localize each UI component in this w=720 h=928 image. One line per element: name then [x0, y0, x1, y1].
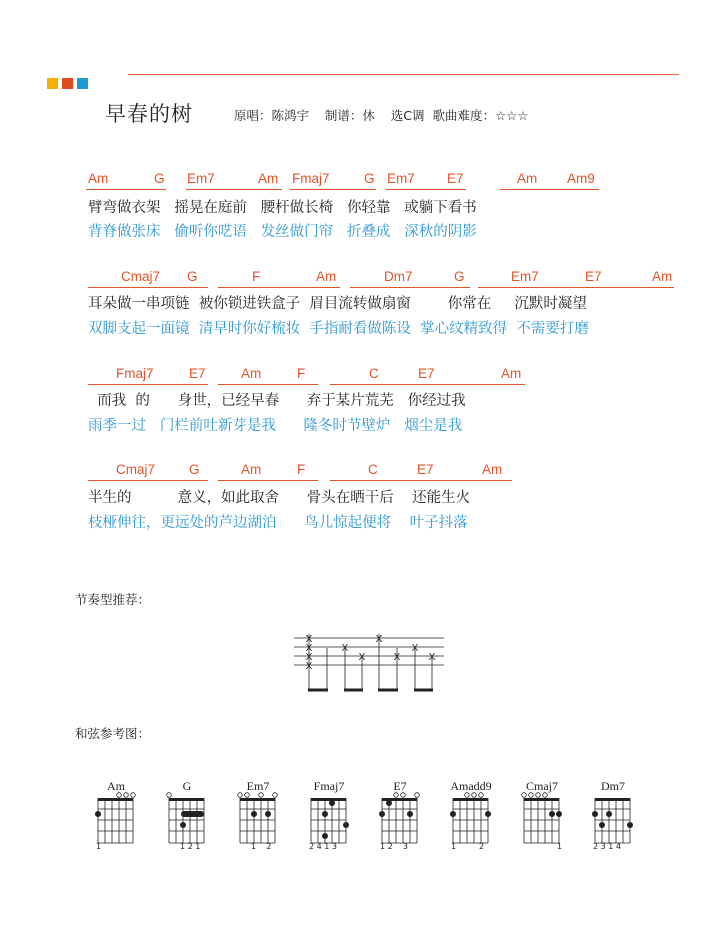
header-rule [128, 74, 679, 75]
chord-label: Em7 [511, 269, 539, 284]
chord-diagram-amadd9 [450, 793, 491, 843]
chord-label: Am [241, 462, 262, 477]
lyric-line: 臂弯做衣架 摇晃在庭前 腰杆做长椅 你轻靠 或躺下看书 [88, 200, 477, 216]
rhythm-label: 节奏型推荐： [75, 592, 151, 607]
chord-label: E7 [189, 366, 206, 381]
finger-numbers: 1 2 [451, 842, 485, 851]
finger-numbers: 1 2 1 [180, 842, 201, 851]
chord-label: F [297, 366, 306, 381]
lyric-line-alt: 背脊做张床 偷听你呓语 发丝做门帘 折叠成 深秋的阴影 [88, 224, 477, 240]
chord-underline [88, 384, 208, 385]
rhythm-mark: X [358, 652, 366, 663]
chord-label: G [364, 171, 375, 186]
chord-label: Fmaj7 [292, 171, 330, 186]
chord-underline [218, 480, 318, 481]
chord-underline [350, 287, 470, 288]
lyric-line-alt: 双脚支起一面镜 清早时你好梳妆 手指耐看做陈设 掌心纹精致得 不需要打磨 [88, 321, 589, 337]
chord-underline [218, 287, 340, 288]
finger-numbers: 1 2 3 [380, 842, 408, 851]
rhythm-mark: X [428, 652, 436, 663]
rhythm-mark: X [393, 652, 401, 663]
rhythm-mark: X [305, 634, 313, 645]
chord-name: E7 [393, 779, 407, 793]
chord-label: E7 [585, 269, 602, 284]
chord-diagram-am [95, 793, 135, 843]
red-square [62, 78, 73, 89]
rhythm-mark: X [305, 643, 313, 654]
chord-name: Fmaj7 [313, 779, 345, 793]
yellow-square [47, 78, 58, 89]
chord-underline [386, 189, 466, 190]
chord-label: Am [517, 171, 538, 186]
chord-label: Cmaj7 [116, 462, 156, 477]
chord-name: Cmaj7 [526, 779, 558, 793]
finger-numbers: 2 3 1 4 [593, 842, 621, 851]
song-meta: 原唱：陈鸿宇 制谱：休 选C调 歌曲难度：☆☆☆ [234, 108, 529, 123]
chord-underline [88, 287, 208, 288]
lyric-line-alt: 雨季一过 门栏前吐新芽是我 隆冬时节壁炉 烟尘是我 [88, 418, 463, 434]
chord-name: Amadd9 [450, 779, 492, 793]
chord-underline [478, 287, 674, 288]
chord-diagram-fmaj7 [311, 798, 349, 843]
chord-label: Am [501, 366, 522, 381]
lyric-line: 耳朵做一串项链 被你锁进铁盒子 眉目流转做扇窗 你常在 沉默时凝望 [88, 296, 587, 312]
rhythm-mark: X [411, 643, 419, 654]
chord-label: G [454, 269, 465, 284]
chord-label: Em7 [187, 171, 215, 186]
song-title: 早春的树 [105, 102, 193, 126]
chord-name: Em7 [246, 779, 270, 793]
chord-label: G [154, 171, 165, 186]
rhythm-mark: X [341, 643, 349, 654]
chord-label: Am9 [567, 171, 595, 186]
chord-label: G [189, 462, 200, 477]
chord-label: Am [482, 462, 503, 477]
chord-underline [290, 189, 376, 190]
chord-label: Cmaj7 [121, 269, 161, 284]
finger-numbers: 1 [557, 842, 563, 851]
lyric-line: 而我 的 身世，已经早春 弃于某片荒芜 你经过我 [88, 393, 466, 409]
chord-diagram-g [167, 793, 204, 843]
chord-label: Am [652, 269, 673, 284]
chord-label: Fmaj7 [116, 366, 154, 381]
chord-label: E7 [447, 171, 464, 186]
chord-label: Am [316, 269, 337, 284]
chord-label: Am [88, 171, 109, 186]
chord-underline [330, 480, 512, 481]
chord-underline [330, 384, 525, 385]
chord-label: G [187, 269, 198, 284]
chord-label: F [252, 269, 261, 284]
chord-label: E7 [417, 462, 434, 477]
finger-numbers: 1 2 [251, 842, 272, 851]
chord-diagram-em7 [238, 793, 278, 843]
rhythm-pattern [290, 628, 450, 696]
chord-label: Am [241, 366, 262, 381]
chord-label: C [368, 462, 378, 477]
chord-underline [186, 189, 282, 190]
chord-label: Dm7 [384, 269, 413, 284]
chord-name: Am [107, 779, 125, 793]
chord-label: Em7 [387, 171, 415, 186]
chord-diagram-e7 [379, 793, 419, 843]
rhythm-mark: X [375, 634, 383, 645]
chord-label: Am [258, 171, 279, 186]
chord-underline [88, 480, 208, 481]
rhythm-mark: X [305, 661, 313, 672]
chord-name: Dm7 [601, 779, 625, 793]
chord-label: F [297, 462, 306, 477]
chord-label: E7 [418, 366, 435, 381]
finger-numbers: 1 [96, 842, 102, 851]
chord-label: C [369, 366, 379, 381]
chord-underline [500, 189, 599, 190]
rhythm-mark: X [305, 652, 313, 663]
finger-numbers: 2 4 1 3 [309, 842, 337, 851]
blue-square [77, 78, 88, 89]
chord-underline [86, 189, 166, 190]
chord-name: G [182, 779, 192, 793]
chord-diagram-label: 和弦参考图： [75, 726, 151, 741]
chord-underline [218, 384, 318, 385]
lyric-line: 半生的 意义，如此取舍 骨头在晒干后 还能生火 [88, 490, 471, 506]
chord-diagram-cmaj7 [522, 793, 562, 843]
lyric-line-alt: 枝桠伸往，更远处的芦边湖泊 鸟儿惊起便将 叶子抖落 [88, 515, 468, 531]
chord-diagram-dm7 [592, 798, 633, 843]
